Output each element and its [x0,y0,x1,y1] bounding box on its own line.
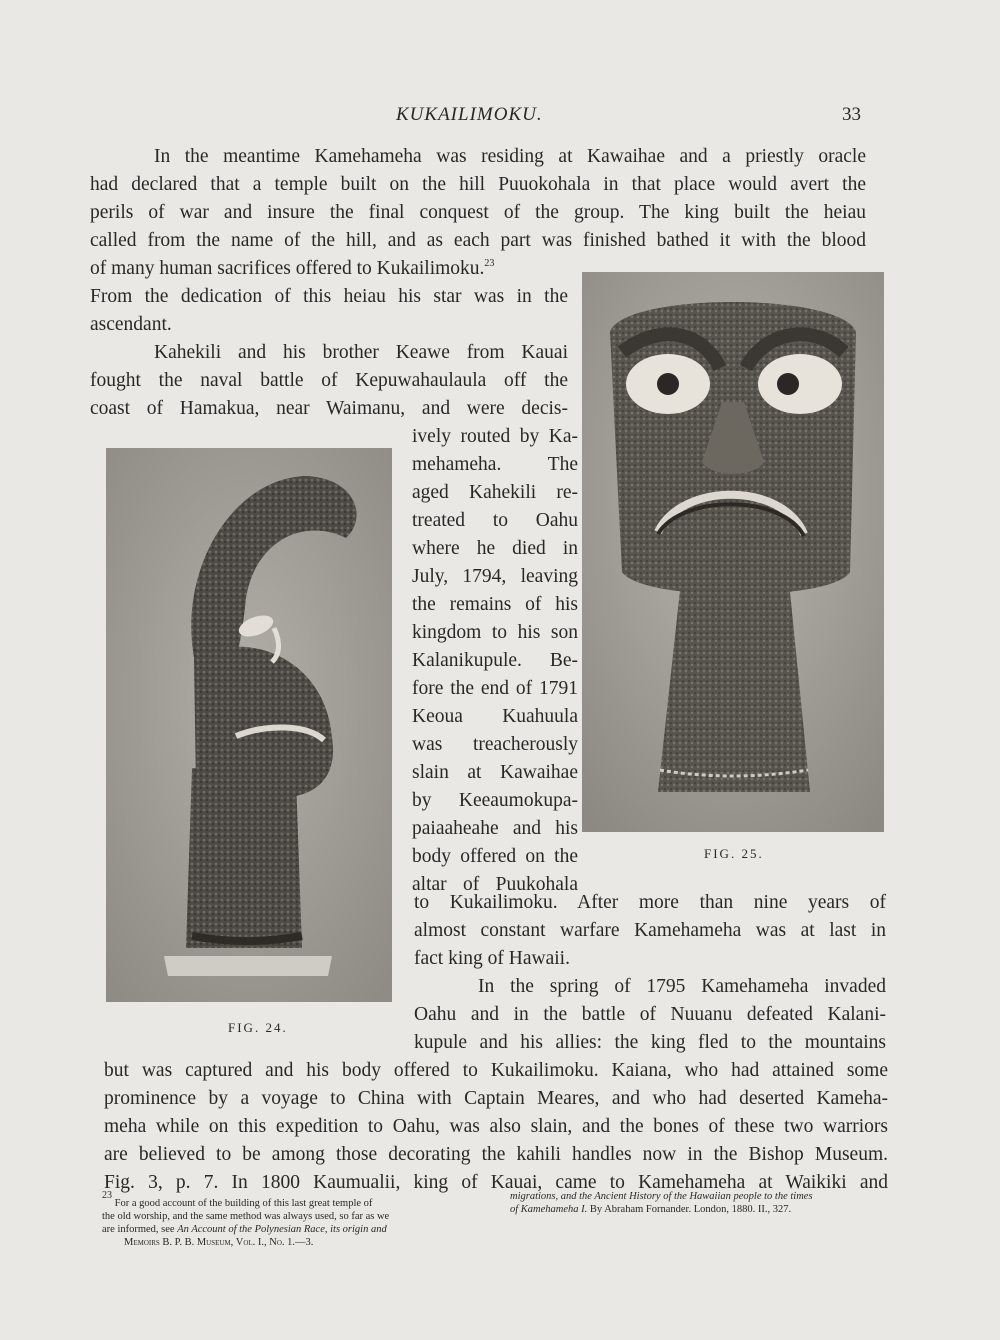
text-line: body offered on the [412,846,578,867]
text-line: altar of Puukohala [412,874,578,895]
footnote-text: are informed, see [102,1224,175,1235]
text-line: almost constant warfare Kamehameha was at last in [414,920,886,941]
footnote-text: For a good account of the building of this last great temple of [114,1198,373,1209]
text-line: fore the end of 1791 [412,678,578,699]
text-line: Fig. 3, p. 7. In 1800 Kaumualii, king of Kauai, came to Kamehameha at Waikiki and [104,1172,888,1193]
text-line: paiaaheahe and his [412,818,578,839]
text-span: of many human sacrifices offered to Kukailimoku. [90,258,485,279]
text-line: perils of war and insure the final conquest of the group. The king built the heiau [90,202,866,223]
text-line: coast of Hamakua, near Waimanu, and were decis- [90,398,568,419]
text-line: Oahu and in the battle of Nuuanu defeated Kalani- [414,1004,886,1025]
running-title: KUKAILIMOKU. [396,104,543,125]
text-line: meha while on this expedition to Oahu, was also slain, and the bones of these two warriors [104,1116,888,1137]
signature-line: Memoirs B. P. B. Museum, Vol. I., No. 1.—3. [124,1237,314,1248]
text-line: fact king of Hawaii. [414,948,570,969]
text-line: to Kukailimoku. After more than nine years of [414,892,886,913]
figure-24-photo [106,448,392,1002]
text-line: treated to Oahu [412,510,578,531]
text-line: kingdom to his son [412,622,578,643]
text-line-with-footnote [90,256,566,282]
footnote-italic-title: migrations, and the Ancient History of the Hawaiian people to the times [510,1191,813,1202]
carved-head-profile-image [106,448,392,1002]
footnote-italic-title: of Kamehameha I. [510,1204,588,1215]
footnote-italic-title: An Account of the Polynesian Race, its origin and [177,1224,387,1235]
text-line: ively routed by Ka- [412,426,578,447]
footnote-line [510,1190,896,1203]
figure-25-caption: FIG. 25. [704,846,764,861]
footnote-line [102,1190,494,1210]
page-number: 33 [842,104,861,125]
figure-24-caption: FIG. 24. [228,1020,288,1035]
text-line: In the meantime Kamehameha was residing at Kawaihae and a priestly oracle [154,146,866,167]
text-line: by Keeaumokupa- [412,790,578,811]
text-line: the remains of his [412,594,578,615]
text-line: July, 1794, leaving [412,566,578,587]
figure-25-photo [582,272,884,832]
text-line: aged Kahekili re- [412,482,578,503]
text-line: Keoua Kuahuula [412,706,578,727]
footnote-right [510,1190,896,1216]
text-line: ascendant. [90,314,172,335]
text-line: kupule and his allies: the king fled to the mountains [414,1032,886,1053]
footnote-line [510,1203,896,1216]
text-line: Kalanikupule. Be- [412,650,578,671]
text-line: fought the naval battle of Kepuwahaulaula off the [90,370,568,391]
footnote-number: 23 [102,1190,112,1201]
text-line: are believed to be among those decorating the kahili handles now in the Bishop Museum. [104,1144,888,1165]
text-line: where he died in [412,538,578,559]
text-line: had declared that a temple built on the hill Puuokohala in that place would avert the [90,174,866,195]
text-line: From the dedication of this heiau his star was in the [90,286,568,307]
text-line: called from the name of the hill, and as each part was finished bathed it with the blood [90,230,866,251]
text-line: mehameha. The [412,454,578,475]
text-line: slain at Kawaihae [412,762,578,783]
footnote-text: By Abraham Fornander. London, 1880. II., 327. [589,1204,792,1215]
carved-head-frontal-image [582,272,884,832]
footnote-left [102,1190,494,1249]
text-line: was treacherously [412,734,578,755]
text-line: In the spring of 1795 Kamehameha invaded [478,976,886,997]
footnote-line [102,1223,494,1236]
footnote-line: the old worship, and the same method was always used, so far as we [102,1211,390,1222]
footnote-marker: 23 [484,258,495,269]
text-line: Kahekili and his brother Keawe from Kauai [154,342,568,363]
text-line: prominence by a voyage to China with Captain Meares, and who had deserted Kameha- [104,1088,888,1109]
text-line: but was captured and his body offered to Kukailimoku. Kaiana, who had attained some [104,1060,888,1081]
running-head [0,104,1000,130]
